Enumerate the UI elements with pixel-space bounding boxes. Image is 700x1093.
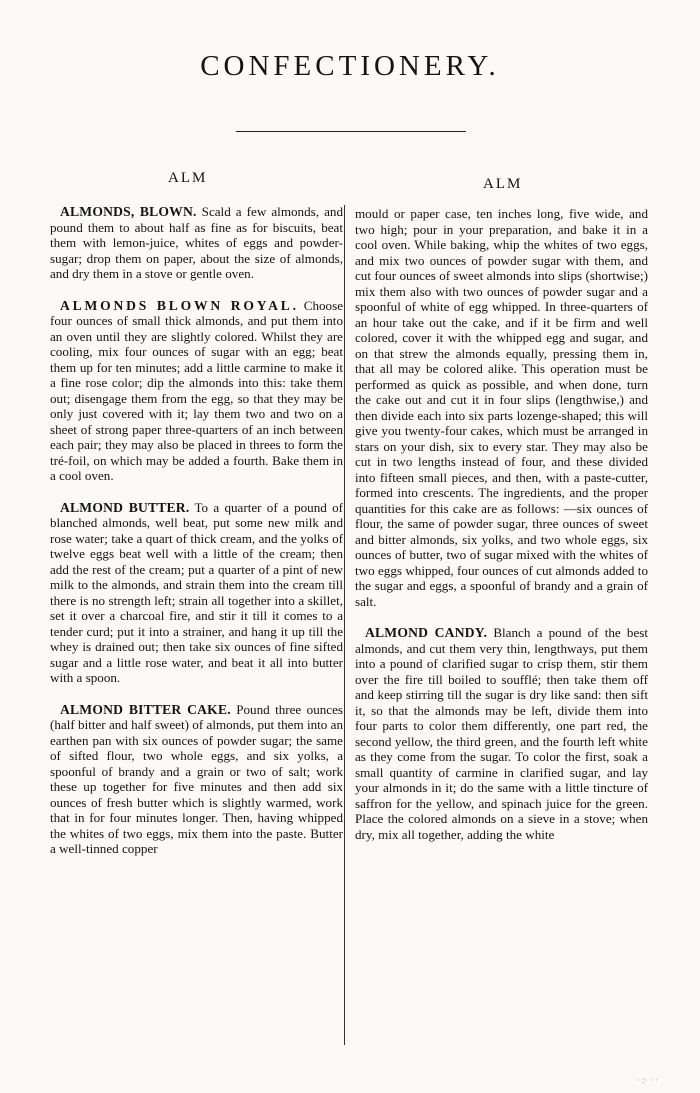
entry-almond-bitter-cake-continued	[355, 206, 648, 609]
entry-heading: ALMOND BITTER CAKE.	[60, 701, 231, 717]
entry-almonds-blown-royal	[50, 298, 343, 484]
entry-heading: ALMOND CANDY.	[365, 625, 488, 640]
entry-text: Blanch a pound of the best almonds, and cut them very thin, lengthways, put them into a pound of clarified sugar to crisp them, stir them over the fire till boiled to soufflé; then take them off and keep stirring till the sugar is dry like sand: then sift it, so that the almonds may be left, divide them into four parts to color them differently, one part red, the second yellow, the third green, and the fourth left white as they come from the sugar. To color the first, soak a small quantity of carmine in clarified sugar, and lay your almonds in it; do the same with a little tincture of saffron for the yellow, and spinach juice for the green. Place the colored almonds on a sieve in a stove; when dry, mix all together, adding the white	[355, 625, 648, 842]
entry-heading: ALMONDS, BLOWN.	[60, 204, 197, 219]
page-title: CONFECTIONERY.	[200, 50, 500, 82]
title-rule	[236, 131, 466, 132]
entry-heading: ALMOND BUTTER.	[60, 499, 190, 515]
catchword-right: ALM	[483, 176, 523, 192]
entry-text: mould or paper case, ten inches long, five wide, and two high; pour in your preparation, and bake it in a cool oven. While baking, whip the whites of two eggs, and mix two ounces of powder sugar with them, and cut four ounces of sweet almonds into slips (shortwise;) mix them also with two ounces of powder sugar and a spoonful of white of egg whipped. In three-quarters of an hour take out the cake, and if it be firm and well colored, cover it with the whipped egg and sugar, and on that strew the almonds equally, pressing them in, that all may be colored alike. This operation must be performed as quick as possible, and when done, turn the cake out and cut it in four slips (lengthwise,) and then divide each into six parts lozenge-shaped; this will give you twenty-four cakes, which must be arranged in stars on your dish, six to every star. They may also be cut in two lengths instead of four, and these divided into fifteen small pieces, and then, with a paste-cutter, formed into crescents. The ingredients, and the proper quantities for this cake are as follows: —six ounces of flour, the same of powder sugar, three ounces of sweet and bitter almonds, six yolks, and two whole eggs, six ounces of butter, two of sugar mixed with the whites of two eggs whipped, four ounces of cut almonds added to the sugar and eggs, a spoonful of brandy and a grain of salt.	[355, 206, 648, 609]
entry-text: Scald a few almonds, and pound them to about half as fine as for biscuits, beat them with lemon-juice, whites of eggs and powder-sugar; drop them on paper, about the size of almonds, and dry them in a stove or gentle oven.	[50, 204, 343, 281]
entry-text: To a quarter of a pound of blanched almonds, well beat, put some new milk and rose water; take a quart of thick cream, and the yolks of twelve eggs beat well with a little of the cream; then add the rest of the cream; put a quarter of a pint of new milk to the almonds, and strain them into the cream till there is no strength left; strain all together into a skillet, set it over a charcoal fire, and stir it till it comes to a tender curd; put it into a strainer, and hang it up till the whey is drained out; then take six ounces of fine sifted sugar and a little rose water, and beat it all into butter with a spoon.	[50, 499, 343, 685]
right-column	[355, 206, 648, 858]
catchword-left: ALM	[168, 170, 208, 186]
entry-text: Choose four ounces of small thick almonds, and put them into an oven until they are slightly colored. Whilst they are cooling, mix four ounces of sugar with an egg; beat them up for ten minutes; add a little carmine to make it a fine rose color; dip the almonds into this: take them out; disengage them from the egg, so that they may be only just covered with it; lay them two and two on a sheet of strong paper three-quarters of an inch between each pair; they may also be placed in threes to form the tré-foil, on which may be added a fourth. Bake them in a cool oven.	[50, 297, 343, 483]
footer-mark: · :· · ·	[636, 1075, 658, 1085]
entry-almond-bitter-cake	[50, 702, 343, 857]
entry-heading: ALMONDS BLOWN ROYAL.	[60, 297, 299, 313]
left-column	[50, 204, 343, 873]
entry-text: Pound three ounces (half bitter and half sweet) of almonds, put them into an earthen pan with six ounces of powder sugar; the same of sifted flour, two whole eggs, and six yolks, a spoonful of brandy and a grain or two of salt; work these up together for five minutes and then add six ounces of fresh butter which is slightly warmed, work that in for four minutes longer. Then, having whipped the whites of two eggs, mix them into the paste. Butter a well-tinned copper	[50, 701, 344, 856]
entry-almond-candy	[355, 625, 648, 842]
entry-almonds-blown	[50, 204, 343, 282]
column-divider	[344, 205, 345, 1045]
entry-almond-butter	[50, 500, 343, 686]
